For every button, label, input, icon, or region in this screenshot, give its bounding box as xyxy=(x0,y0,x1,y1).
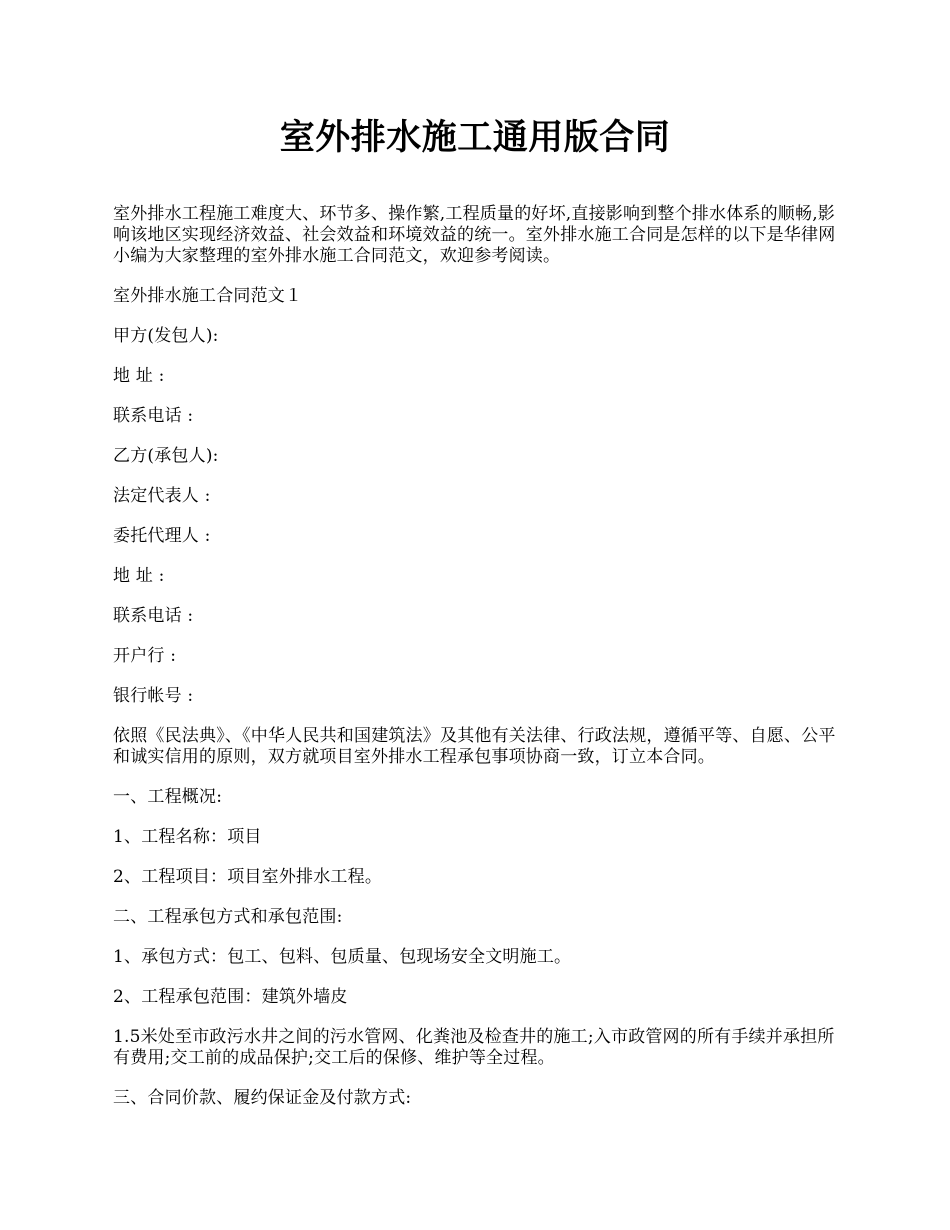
bank-account-line: 银行帐号 : xyxy=(113,686,194,706)
document-title: 室外排水施工通用版合同 xyxy=(279,117,671,158)
section-3-heading: 三、合同价款、履约保证金及付款方式: xyxy=(113,1088,412,1108)
section-1-heading: 一、工程概况: xyxy=(113,787,223,807)
bank-line: 开户行 : xyxy=(113,646,177,666)
sample-heading: 室外排水施工合同范文１ xyxy=(113,286,303,306)
project-item-line: 2、工程项目：项目室外排水工程。 xyxy=(113,867,383,887)
party-a-address-line: 地 址 : xyxy=(113,366,165,386)
party-a-phone-line: 联系电话 : xyxy=(113,406,194,426)
intro-paragraph: 室外排水工程施工难度大、环节多、操作繁,工程质量的好坏,直接影响到整个排水体系的顺畅,影响该地区实现经济效益、社会效益和环境效益的统一。室外排水施工合同是怎样的以下是华律网小编为大家整理的室外排水施工合同范文，欢迎参考阅读。 xyxy=(113,204,836,266)
section-2-heading: 二、工程承包方式和承包范围: xyxy=(113,907,343,927)
authorized-agent-line: 委托代理人 : xyxy=(113,526,211,546)
contract-method-line: 1、承包方式：包工、包料、包质量、包现场安全文明施工。 xyxy=(113,947,572,967)
legal-representative-line: 法定代表人 : xyxy=(113,486,211,506)
contract-scope-line: 2、工程承包范围：建筑外墙皮 xyxy=(113,987,348,1007)
scope-detail-paragraph: 1.5米处至市政污水井之间的污水管网、化粪池及检查井的施工;入市政管网的所有手续并承担所有费用;交工前的成品保护;交工后的保修、维护等全过程。 xyxy=(113,1027,835,1068)
party-b-address-line: 地 址 : xyxy=(113,566,165,586)
agreement-basis-paragraph: 依照《民法典》、《中华人民共和国建筑法》及其他有关法律、行政法规，遵循平等、自愿、公平和诚实信用的原则，双方就项目室外排水工程承包事项协商一致，订立本合同。 xyxy=(113,726,836,767)
party-b-phone-line: 联系电话 : xyxy=(113,606,194,626)
party-b-line: 乙方(承包人): xyxy=(113,446,219,466)
project-name-line: 1、工程名称：项目 xyxy=(113,827,262,847)
party-a-line: 甲方(发包人): xyxy=(113,326,219,346)
